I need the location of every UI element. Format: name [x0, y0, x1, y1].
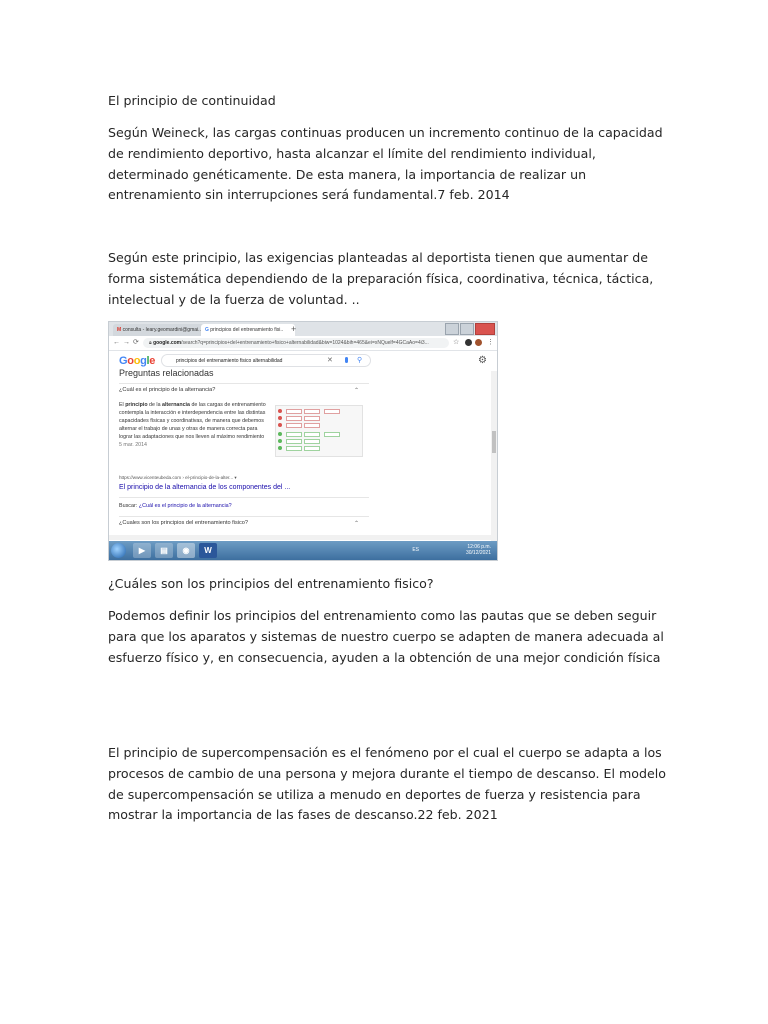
- question-principios[interactable]: ¿Cuales son los principios del entrenamiento fisico?: [119, 520, 249, 526]
- paragraph-supercompensacion: El principio de supercompensación es el fenómeno por el cual el cuerpo se adapta a los procesos de cambio de una persona y mejora durante el tiempo de descanso. El modelo de supercompensación se utiliza a menudo en deportes de fuerza y resistencia para mostrar la importancia de las fases de descanso.22 feb. 2021: [108, 745, 666, 823]
- start-button[interactable]: [111, 543, 126, 558]
- reload-icon[interactable]: ⟳: [133, 339, 139, 346]
- embedded-browser-screenshot: [108, 321, 498, 561]
- minimize-button[interactable]: [445, 323, 459, 335]
- windows-taskbar: [109, 541, 497, 560]
- system-clock[interactable]: [466, 544, 491, 556]
- google-icon: G: [205, 327, 209, 333]
- divider: [119, 497, 369, 498]
- media-player-icon[interactable]: ▶: [133, 543, 151, 558]
- chevron-up-icon[interactable]: ⌃: [353, 388, 359, 394]
- tab-google-search[interactable]: [201, 324, 295, 336]
- result-title-link[interactable]: El principio de la alternancia de los componentes del ...: [119, 484, 291, 491]
- window-controls: [445, 323, 495, 334]
- search-icon[interactable]: ⚲: [357, 357, 363, 364]
- profile-avatar-icon[interactable]: [475, 339, 482, 346]
- url-path: /search?q=principios+del+entrenamiento+fisico+alternabilidad&biw=1024&bih=465&ei=xNQuelf=4GCaAo=4i3...: [181, 340, 429, 346]
- paragraph-weineck: Según Weineck, las cargas continuas producen un incremento continuo de la capacidad de rendimiento deportivo, hasta alcanzar el límite del rendimiento individual, determinado genéticamente. De esta manera, la importancia de realizar un entrenamiento sin interrupciones será fundamental.7 feb. 2014: [108, 125, 663, 203]
- language-indicator[interactable]: ES: [412, 547, 419, 553]
- chevron-down-icon[interactable]: ⌃: [353, 521, 359, 527]
- paragraph-exigencias: Según este principio, las exigencias planteadas al deportista tienen que aumentar de forma sistemática dependiendo de la preparación física, coordinativa, técnica, táctica, intelectual y de la fuerza de voluntad. ..: [108, 250, 654, 307]
- answer-text: de las cargas de entrenamiento contempla la interacción e interdependencia entre las distintas capacidades físicas y coordinativas, de manera que debemos alternar el trabajo de unas y otras de manera correcta para lograr las adaptaciones que nos lleven al máximo rendimiento: [119, 402, 266, 440]
- folder-icon[interactable]: ▤: [155, 543, 173, 558]
- tab-label: principios del entrenamiento fisi..: [210, 327, 284, 333]
- word-icon[interactable]: W: [199, 543, 217, 558]
- gmail-icon: M: [117, 327, 122, 333]
- horizontal-scrollbar[interactable]: [109, 535, 497, 540]
- vertical-scrollbar[interactable]: [491, 371, 497, 543]
- heading-principio-continuidad: El principio de continuidad: [108, 93, 276, 108]
- answer-snippet: [119, 401, 267, 449]
- extension-icon[interactable]: [465, 339, 472, 346]
- clock-date: 30/12/2021: [465, 550, 491, 556]
- lock-icon: 🔒︎: [149, 340, 152, 346]
- answer-text: de la: [147, 402, 162, 408]
- gear-icon[interactable]: ⚙: [478, 355, 487, 366]
- search-input[interactable]: principios del entrenamiento fisico alternabilidad: [161, 354, 371, 367]
- address-bar: [109, 336, 497, 351]
- divider: [119, 516, 369, 517]
- answer-date: 5 mar. 2014: [119, 442, 147, 448]
- new-tab-button[interactable]: +: [291, 324, 297, 334]
- clear-search-icon[interactable]: ✕: [327, 357, 333, 364]
- browser-tab-bar: [109, 322, 497, 336]
- answer-thumbnail-image[interactable]: [275, 405, 363, 457]
- clock-time: 12:06 p.m.: [467, 544, 491, 550]
- buscar-link[interactable]: ¿Cuál es el principio de la alternancia?: [138, 503, 232, 509]
- google-logo[interactable]: Google: [119, 355, 156, 367]
- paragraph-definicion: Podemos definir los principios del entrenamiento como las pautas que se deben seguir para que los aparatos y sistemas de nuestro cuerpo se adapten de manera adecuada al esfuerzo físico y, en consecuencia, ayuden a la obtención de una mejor condición física: [108, 608, 664, 665]
- heading-principios-entrenamiento: ¿Cuáles son los principios del entrenamiento fisico?: [108, 576, 434, 591]
- close-button[interactable]: [475, 323, 495, 335]
- microphone-icon[interactable]: [345, 357, 348, 363]
- url-field[interactable]: [143, 338, 449, 348]
- result-source-url[interactable]: https://www.vicenteubeda.com › el-principio-de-la-alter... ▾: [119, 475, 237, 480]
- tab-gmail[interactable]: [113, 324, 207, 336]
- scrollbar-thumb[interactable]: [492, 431, 496, 453]
- forward-arrow-icon[interactable]: →: [123, 339, 130, 346]
- related-questions-title: Preguntas relacionadas: [119, 368, 214, 378]
- menu-dots-icon[interactable]: ⋮: [487, 339, 494, 346]
- tab-label: consulta - leary.geomardini@gmai..: [122, 327, 201, 333]
- answer-text: El: [119, 402, 126, 408]
- answer-bold: alternancia: [162, 402, 190, 408]
- question-alternancia[interactable]: ¿Cuál es el principio de la alternancia?: [119, 387, 216, 393]
- back-arrow-icon[interactable]: ←: [113, 339, 120, 346]
- search-suggestion: [119, 503, 232, 509]
- answer-bold: principio: [125, 402, 148, 408]
- buscar-label: Buscar:: [119, 503, 138, 509]
- url-domain: google.com: [153, 340, 182, 346]
- chrome-icon[interactable]: ◉: [177, 543, 195, 558]
- star-icon[interactable]: ☆: [453, 339, 460, 346]
- maximize-button[interactable]: [460, 323, 474, 335]
- divider: [119, 383, 369, 384]
- search-results: [109, 368, 497, 543]
